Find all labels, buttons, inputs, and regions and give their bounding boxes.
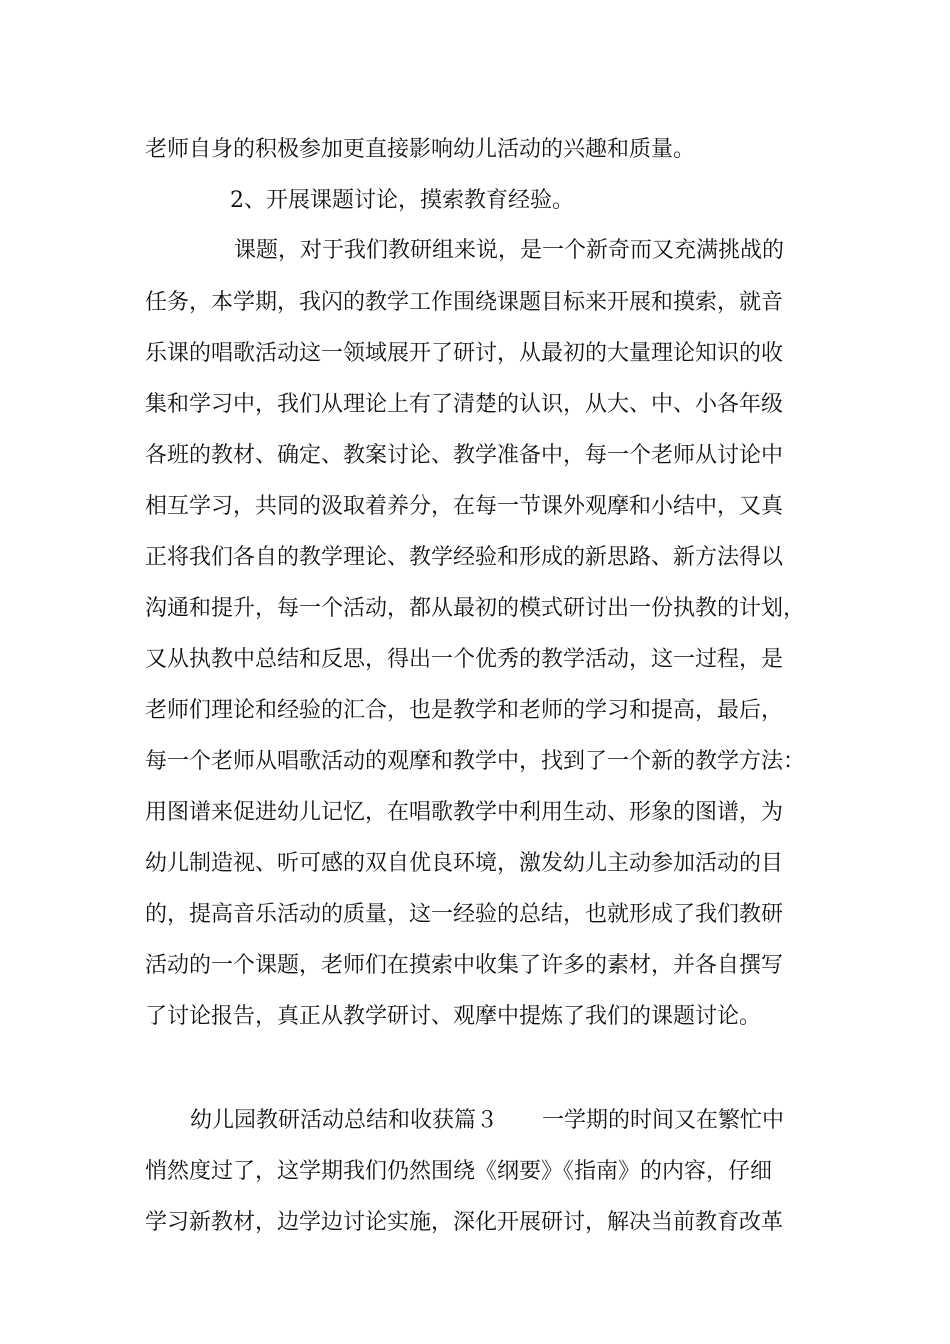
text-line: 课题，对于我们教研组来说，是一个新奇而又充满挑战的 xyxy=(234,238,785,263)
text-line: 活动的一个课题，老师们在摸索中收集了许多的素材，并各自撰写 xyxy=(145,953,784,978)
text-line: 用图谱来促进幼儿记忆，在唱歌教学中利用生动、形象的图谱，为 xyxy=(145,800,784,825)
text-line: 各班的教材、确定、教案讨论、教学准备中，每一个老师从讨论中 xyxy=(145,443,784,468)
text-line: 又从执教中总结和反思，得出一个优秀的教学活动，这一过程，是 xyxy=(145,647,784,672)
text-line: 悄然度过了，这学期我们仍然围绕《纲要》《指南》的内容，仔细 xyxy=(145,1159,773,1184)
text-line: 正将我们各自的教学理论、教学经验和形成的新思路、新方法得以 xyxy=(145,545,784,570)
text-line: 每一个老师从唱歌活动的观摩和教学中，找到了一个新的教学方法： xyxy=(145,749,806,774)
section-heading: 2、开展课题讨论，摸索教育经验。 xyxy=(230,188,574,213)
text-line: 沟通和提升，每一个活动，都从最初的模式研讨出一份执教的计划， xyxy=(145,596,806,621)
text-line: 学习新教材，边学边讨论实施，深化开展研讨，解决当前教育改革 xyxy=(145,1210,784,1235)
text-line: 相互学习，共同的汲取着养分，在每一节课外观摩和小结中，又真 xyxy=(145,494,784,519)
text-line: 任务，本学期，我闪的教学工作围绕课题目标来开展和摸索，就音 xyxy=(145,290,784,315)
text-line: 老师自身的积极参加更直接影响幼儿活动的兴趣和质量。 xyxy=(145,137,696,162)
text-line: 集和学习中，我们从理论上有了清楚的认识，从大、中、小各年级 xyxy=(145,392,784,417)
text-line: 老师们理论和经验的汇合，也是教学和老师的学习和提高，最后， xyxy=(145,698,784,723)
text-line: 的，提高音乐活动的质量，这一经验的总结，也就形成了我们教研 xyxy=(145,902,784,927)
text-line: 了讨论报告，真正从教学研讨、观摩中提炼了我们的课题讨论。 xyxy=(145,1004,762,1029)
text-line: 乐课的唱歌活动这一领域展开了研讨，从最初的大量理论知识的收 xyxy=(145,341,784,366)
text-line: 幼儿制造视、听可感的双自优良环境，激发幼儿主动参加活动的目 xyxy=(145,851,784,876)
section-title-line: 幼儿园教研活动总结和收获篇３ 一学期的时间又在繁忙中 xyxy=(190,1108,785,1133)
